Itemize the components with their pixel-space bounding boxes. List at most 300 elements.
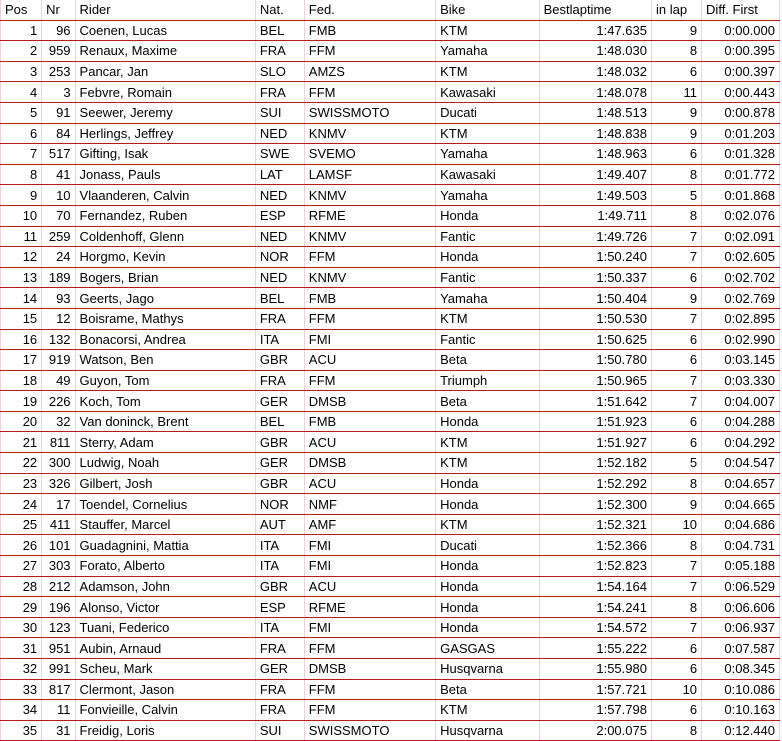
cell-pos: 3: [1, 61, 42, 82]
cell-nat: ITA: [255, 617, 304, 638]
cell-pos: 26: [1, 535, 42, 556]
cell-fed: FFM: [304, 308, 435, 329]
cell-nr: 24: [42, 247, 75, 268]
cell-nat: ESP: [255, 205, 304, 226]
cell-rider: Guadagnini, Mattia: [75, 535, 255, 556]
cell-fed: FFM: [304, 700, 435, 721]
cell-nr: 226: [42, 391, 75, 412]
cell-bike: Honda: [436, 597, 539, 618]
cell-nr: 70: [42, 205, 75, 226]
cell-bike: Husqvarna: [436, 720, 539, 741]
cell-rider: Bogers, Brian: [75, 267, 255, 288]
cell-fed: AMZS: [304, 61, 435, 82]
cell-nat: FRA: [255, 41, 304, 62]
cell-rider: Boisrame, Mathys: [75, 308, 255, 329]
cell-nat: GER: [255, 453, 304, 474]
cell-rider: Scheu, Mark: [75, 659, 255, 680]
cell-fed: NMF: [304, 494, 435, 515]
cell-pos: 13: [1, 267, 42, 288]
cell-nr: 212: [42, 576, 75, 597]
table-row: [1, 41, 780, 62]
cell-rider: Coldenhoff, Glenn: [75, 226, 255, 247]
cell-rider: Pancar, Jan: [75, 61, 255, 82]
cell-bestlaptime: 1:51.927: [539, 432, 651, 453]
cell-diff-first: 0:02.605: [702, 247, 780, 268]
cell-nat: GBR: [255, 576, 304, 597]
cell-in-lap: 11: [651, 82, 701, 103]
cell-bike: Honda: [436, 494, 539, 515]
table-row: [1, 350, 780, 371]
cell-fed: AMF: [304, 514, 435, 535]
cell-nat: BEL: [255, 411, 304, 432]
cell-diff-first: 0:03.330: [702, 370, 780, 391]
cell-rider: Geerts, Jago: [75, 288, 255, 309]
cell-nr: 3: [42, 82, 75, 103]
table-row: [1, 679, 780, 700]
cell-in-lap: 8: [651, 473, 701, 494]
cell-pos: 15: [1, 308, 42, 329]
cell-bestlaptime: 1:52.300: [539, 494, 651, 515]
cell-bike: Beta: [436, 391, 539, 412]
cell-bestlaptime: 2:00.075: [539, 720, 651, 741]
cell-pos: 10: [1, 205, 42, 226]
cell-diff-first: 0:00.395: [702, 41, 780, 62]
cell-fed: KNMV: [304, 267, 435, 288]
cell-rider: Fonvieille, Calvin: [75, 700, 255, 721]
cell-fed: KNMV: [304, 226, 435, 247]
cell-diff-first: 0:00.878: [702, 102, 780, 123]
cell-pos: 19: [1, 391, 42, 412]
cell-in-lap: 7: [651, 391, 701, 412]
cell-diff-first: 0:00.000: [702, 20, 780, 41]
cell-diff-first: 0:04.547: [702, 453, 780, 474]
cell-fed: SVEMO: [304, 144, 435, 165]
header-diff-first[interactable]: Diff. First: [702, 0, 780, 20]
cell-rider: Febvre, Romain: [75, 82, 255, 103]
table-row: [1, 102, 780, 123]
cell-in-lap: 6: [651, 700, 701, 721]
cell-diff-first: 0:04.292: [702, 432, 780, 453]
cell-pos: 12: [1, 247, 42, 268]
cell-nat: ITA: [255, 329, 304, 350]
cell-nat: AUT: [255, 514, 304, 535]
cell-pos: 28: [1, 576, 42, 597]
cell-in-lap: 5: [651, 453, 701, 474]
cell-nr: 132: [42, 329, 75, 350]
cell-nr: 189: [42, 267, 75, 288]
cell-fed: FFM: [304, 679, 435, 700]
cell-bestlaptime: 1:49.503: [539, 185, 651, 206]
cell-rider: Tuani, Federico: [75, 617, 255, 638]
cell-in-lap: 6: [651, 638, 701, 659]
cell-pos: 1: [1, 20, 42, 41]
table-header: [1, 0, 780, 20]
cell-bestlaptime: 1:50.404: [539, 288, 651, 309]
cell-nr: 93: [42, 288, 75, 309]
cell-nat: FRA: [255, 638, 304, 659]
table-row: [1, 164, 780, 185]
cell-bike: Honda: [436, 205, 539, 226]
cell-fed: FMI: [304, 556, 435, 577]
cell-rider: Seewer, Jeremy: [75, 102, 255, 123]
cell-bike: KTM: [436, 61, 539, 82]
cell-bestlaptime: 1:52.366: [539, 535, 651, 556]
cell-bestlaptime: 1:54.241: [539, 597, 651, 618]
cell-nat: ITA: [255, 556, 304, 577]
cell-in-lap: 8: [651, 720, 701, 741]
cell-bestlaptime: 1:55.980: [539, 659, 651, 680]
cell-nr: 49: [42, 370, 75, 391]
table-row: [1, 329, 780, 350]
cell-diff-first: 0:00.397: [702, 61, 780, 82]
table-row: [1, 597, 780, 618]
cell-in-lap: 6: [651, 659, 701, 680]
cell-in-lap: 10: [651, 679, 701, 700]
cell-fed: ACU: [304, 473, 435, 494]
cell-fed: FFM: [304, 370, 435, 391]
cell-bike: Honda: [436, 556, 539, 577]
cell-in-lap: 8: [651, 164, 701, 185]
cell-in-lap: 8: [651, 41, 701, 62]
cell-fed: FMI: [304, 617, 435, 638]
cell-in-lap: 9: [651, 288, 701, 309]
cell-bestlaptime: 1:52.182: [539, 453, 651, 474]
cell-nr: 12: [42, 308, 75, 329]
cell-diff-first: 0:10.086: [702, 679, 780, 700]
cell-bestlaptime: 1:47.635: [539, 20, 651, 41]
cell-bestlaptime: 1:50.240: [539, 247, 651, 268]
header-row: [1, 0, 780, 20]
cell-fed: ACU: [304, 350, 435, 371]
cell-fed: DMSB: [304, 391, 435, 412]
cell-nat: NED: [255, 123, 304, 144]
cell-bestlaptime: 1:52.823: [539, 556, 651, 577]
table-row: [1, 617, 780, 638]
cell-in-lap: 6: [651, 350, 701, 371]
cell-pos: 18: [1, 370, 42, 391]
header-pos[interactable]: Pos: [1, 0, 42, 20]
cell-pos: 7: [1, 144, 42, 165]
cell-pos: 6: [1, 123, 42, 144]
cell-nat: SLO: [255, 61, 304, 82]
cell-nat: FRA: [255, 679, 304, 700]
cell-fed: ACU: [304, 432, 435, 453]
cell-bike: Honda: [436, 247, 539, 268]
cell-bike: KTM: [436, 123, 539, 144]
cell-nat: SUI: [255, 720, 304, 741]
cell-rider: Toendel, Cornelius: [75, 494, 255, 515]
cell-bestlaptime: 1:49.407: [539, 164, 651, 185]
cell-rider: Gifting, Isak: [75, 144, 255, 165]
table-row: [1, 247, 780, 268]
cell-rider: Forato, Alberto: [75, 556, 255, 577]
cell-rider: Clermont, Jason: [75, 679, 255, 700]
cell-in-lap: 9: [651, 102, 701, 123]
cell-bike: Honda: [436, 617, 539, 638]
cell-bike: GASGAS: [436, 638, 539, 659]
cell-in-lap: 7: [651, 370, 701, 391]
cell-nr: 817: [42, 679, 75, 700]
cell-diff-first: 0:10.163: [702, 700, 780, 721]
header-fed[interactable]: Fed.: [304, 0, 435, 20]
cell-bestlaptime: 1:54.572: [539, 617, 651, 638]
cell-rider: Gilbert, Josh: [75, 473, 255, 494]
cell-rider: Aubin, Arnaud: [75, 638, 255, 659]
cell-pos: 25: [1, 514, 42, 535]
cell-in-lap: 10: [651, 514, 701, 535]
cell-nat: NED: [255, 267, 304, 288]
cell-fed: FFM: [304, 41, 435, 62]
cell-nr: 123: [42, 617, 75, 638]
table-row: [1, 185, 780, 206]
cell-pos: 30: [1, 617, 42, 638]
cell-bike: KTM: [436, 453, 539, 474]
cell-in-lap: 6: [651, 329, 701, 350]
cell-bike: Honda: [436, 411, 539, 432]
cell-bike: KTM: [436, 20, 539, 41]
cell-diff-first: 0:01.328: [702, 144, 780, 165]
cell-bestlaptime: 1:55.222: [539, 638, 651, 659]
cell-pos: 8: [1, 164, 42, 185]
cell-rider: Adamson, John: [75, 576, 255, 597]
cell-diff-first: 0:01.868: [702, 185, 780, 206]
cell-bestlaptime: 1:48.838: [539, 123, 651, 144]
cell-rider: Koch, Tom: [75, 391, 255, 412]
cell-in-lap: 8: [651, 205, 701, 226]
table-row: [1, 638, 780, 659]
cell-pos: 14: [1, 288, 42, 309]
cell-in-lap: 8: [651, 535, 701, 556]
cell-diff-first: 0:02.990: [702, 329, 780, 350]
table-row: [1, 720, 780, 741]
cell-pos: 16: [1, 329, 42, 350]
cell-in-lap: 7: [651, 556, 701, 577]
header-in-lap[interactable]: in lap: [651, 0, 701, 20]
cell-nat: BEL: [255, 20, 304, 41]
cell-diff-first: 0:06.937: [702, 617, 780, 638]
table-row: [1, 20, 780, 41]
cell-pos: 20: [1, 411, 42, 432]
cell-diff-first: 0:02.895: [702, 308, 780, 329]
cell-nr: 84: [42, 123, 75, 144]
cell-rider: Fernandez, Ruben: [75, 205, 255, 226]
cell-nr: 300: [42, 453, 75, 474]
cell-nat: NOR: [255, 494, 304, 515]
cell-diff-first: 0:04.686: [702, 514, 780, 535]
cell-rider: Ludwig, Noah: [75, 453, 255, 474]
cell-rider: Alonso, Victor: [75, 597, 255, 618]
cell-bike: KTM: [436, 308, 539, 329]
cell-nr: 959: [42, 41, 75, 62]
cell-rider: Freidig, Loris: [75, 720, 255, 741]
cell-nat: GER: [255, 659, 304, 680]
header-nat[interactable]: Nat.: [255, 0, 304, 20]
header-bestlaptime[interactable]: Bestlaptime: [539, 0, 651, 20]
cell-fed: KNMV: [304, 185, 435, 206]
cell-nr: 326: [42, 473, 75, 494]
cell-in-lap: 9: [651, 494, 701, 515]
table-row: [1, 411, 780, 432]
table-row: [1, 494, 780, 515]
cell-nat: NED: [255, 185, 304, 206]
cell-fed: FMB: [304, 411, 435, 432]
cell-bestlaptime: 1:48.078: [539, 82, 651, 103]
cell-nr: 259: [42, 226, 75, 247]
cell-bestlaptime: 1:48.030: [539, 41, 651, 62]
cell-diff-first: 0:02.702: [702, 267, 780, 288]
cell-nr: 303: [42, 556, 75, 577]
cell-pos: 32: [1, 659, 42, 680]
header-rider[interactable]: Rider: [75, 0, 255, 20]
cell-in-lap: 7: [651, 576, 701, 597]
cell-nr: 411: [42, 514, 75, 535]
cell-diff-first: 0:04.288: [702, 411, 780, 432]
table-body: [1, 20, 780, 741]
cell-bestlaptime: 1:51.923: [539, 411, 651, 432]
cell-nr: 10: [42, 185, 75, 206]
cell-fed: FFM: [304, 82, 435, 103]
table-row: [1, 226, 780, 247]
cell-rider: Watson, Ben: [75, 350, 255, 371]
cell-in-lap: 7: [651, 308, 701, 329]
cell-diff-first: 0:04.007: [702, 391, 780, 412]
cell-bestlaptime: 1:50.337: [539, 267, 651, 288]
cell-bestlaptime: 1:52.321: [539, 514, 651, 535]
cell-nr: 11: [42, 700, 75, 721]
cell-nat: NED: [255, 226, 304, 247]
header-bike[interactable]: Bike: [436, 0, 539, 20]
cell-nat: GBR: [255, 432, 304, 453]
cell-nat: GER: [255, 391, 304, 412]
cell-bike: Beta: [436, 350, 539, 371]
cell-bestlaptime: 1:48.513: [539, 102, 651, 123]
cell-diff-first: 0:12.440: [702, 720, 780, 741]
table-row: [1, 535, 780, 556]
cell-rider: Renaux, Maxime: [75, 41, 255, 62]
cell-diff-first: 0:08.345: [702, 659, 780, 680]
cell-nr: 101: [42, 535, 75, 556]
cell-diff-first: 0:02.076: [702, 205, 780, 226]
table-row: [1, 267, 780, 288]
cell-bestlaptime: 1:52.292: [539, 473, 651, 494]
cell-rider: Van doninck, Brent: [75, 411, 255, 432]
cell-bestlaptime: 1:50.530: [539, 308, 651, 329]
cell-nr: 919: [42, 350, 75, 371]
header-nr[interactable]: Nr: [42, 0, 75, 20]
cell-nat: FRA: [255, 82, 304, 103]
cell-fed: RFME: [304, 205, 435, 226]
cell-nat: ESP: [255, 597, 304, 618]
cell-nr: 91: [42, 102, 75, 123]
cell-bike: Beta: [436, 679, 539, 700]
cell-pos: 27: [1, 556, 42, 577]
cell-pos: 4: [1, 82, 42, 103]
cell-in-lap: 7: [651, 617, 701, 638]
table-row: [1, 659, 780, 680]
cell-in-lap: 8: [651, 597, 701, 618]
cell-rider: Jonass, Pauls: [75, 164, 255, 185]
cell-fed: DMSB: [304, 453, 435, 474]
cell-diff-first: 0:06.606: [702, 597, 780, 618]
cell-nat: SUI: [255, 102, 304, 123]
cell-diff-first: 0:04.731: [702, 535, 780, 556]
cell-rider: Herlings, Jeffrey: [75, 123, 255, 144]
cell-bike: Fantic: [436, 329, 539, 350]
cell-bike: Yamaha: [436, 288, 539, 309]
cell-diff-first: 0:03.145: [702, 350, 780, 371]
cell-nr: 41: [42, 164, 75, 185]
cell-in-lap: 9: [651, 20, 701, 41]
table-row: [1, 391, 780, 412]
cell-pos: 9: [1, 185, 42, 206]
cell-bike: KTM: [436, 514, 539, 535]
cell-pos: 21: [1, 432, 42, 453]
cell-diff-first: 0:05.188: [702, 556, 780, 577]
cell-in-lap: 5: [651, 185, 701, 206]
cell-diff-first: 0:07.587: [702, 638, 780, 659]
cell-bestlaptime: 1:50.780: [539, 350, 651, 371]
cell-bike: Honda: [436, 576, 539, 597]
cell-in-lap: 6: [651, 432, 701, 453]
cell-rider: Horgmo, Kevin: [75, 247, 255, 268]
cell-nat: BEL: [255, 288, 304, 309]
cell-nr: 991: [42, 659, 75, 680]
cell-in-lap: 6: [651, 267, 701, 288]
table-row: [1, 144, 780, 165]
cell-fed: ACU: [304, 576, 435, 597]
cell-bike: Kawasaki: [436, 82, 539, 103]
cell-bike: KTM: [436, 700, 539, 721]
cell-nat: ITA: [255, 535, 304, 556]
cell-nat: NOR: [255, 247, 304, 268]
cell-in-lap: 9: [651, 123, 701, 144]
cell-diff-first: 0:06.529: [702, 576, 780, 597]
cell-rider: Guyon, Tom: [75, 370, 255, 391]
table-row: [1, 700, 780, 721]
cell-fed: SWISSMOTO: [304, 720, 435, 741]
cell-nat: FRA: [255, 370, 304, 391]
cell-bestlaptime: 1:48.032: [539, 61, 651, 82]
cell-bestlaptime: 1:50.965: [539, 370, 651, 391]
cell-fed: LAMSF: [304, 164, 435, 185]
cell-pos: 34: [1, 700, 42, 721]
cell-nat: FRA: [255, 308, 304, 329]
cell-pos: 5: [1, 102, 42, 123]
table-row: [1, 432, 780, 453]
cell-bike: Triumph: [436, 370, 539, 391]
cell-pos: 22: [1, 453, 42, 474]
cell-bestlaptime: 1:51.642: [539, 391, 651, 412]
cell-rider: Stauffer, Marcel: [75, 514, 255, 535]
table-row: [1, 473, 780, 494]
cell-pos: 2: [1, 41, 42, 62]
cell-in-lap: 6: [651, 411, 701, 432]
cell-bike: Yamaha: [436, 144, 539, 165]
table-row: [1, 205, 780, 226]
cell-bike: KTM: [436, 432, 539, 453]
table-row: [1, 576, 780, 597]
cell-diff-first: 0:01.203: [702, 123, 780, 144]
cell-nr: 96: [42, 20, 75, 41]
cell-in-lap: 7: [651, 226, 701, 247]
cell-rider: Vlaanderen, Calvin: [75, 185, 255, 206]
cell-nat: LAT: [255, 164, 304, 185]
cell-bike: Kawasaki: [436, 164, 539, 185]
cell-fed: FMI: [304, 535, 435, 556]
cell-fed: FMB: [304, 20, 435, 41]
cell-bike: Ducati: [436, 535, 539, 556]
table-row: [1, 308, 780, 329]
